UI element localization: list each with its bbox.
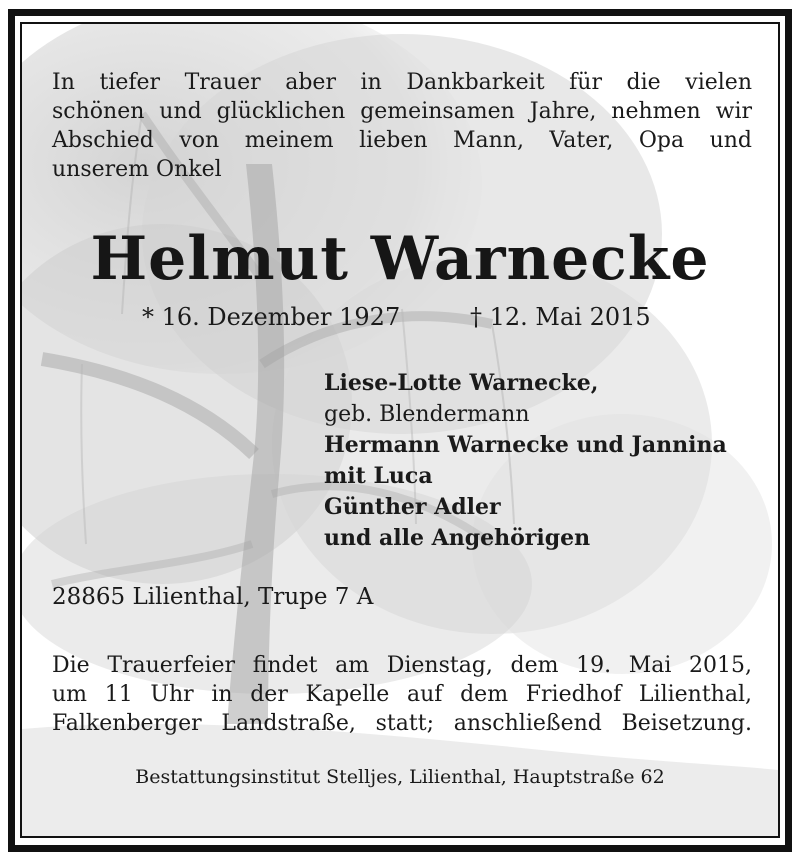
family-line: Liese-Lotte Warnecke, — [324, 370, 599, 396]
notice-content — [22, 24, 778, 836]
family-line: Günther Adler — [324, 494, 501, 520]
intro-paragraph — [52, 68, 752, 184]
death-date: † 12. Mai 2015 — [470, 303, 651, 331]
family-signatories — [324, 368, 727, 554]
family-address: 28865 Lilienthal, Trupe 7 A — [52, 584, 374, 610]
family-line: geb. Blendermann — [324, 402, 530, 427]
intro-line: Abschied von meinem lieben Mann, Vater, Opa und — [52, 128, 752, 153]
service-line: Falkenberger Landstraße, statt; anschließend Beisetzung. — [52, 711, 752, 736]
service-line: Die Trauerfeier findet am Dienstag, dem 19. Mai 2015, — [52, 653, 752, 678]
family-line: Hermann Warnecke und Jannina — [324, 432, 727, 458]
intro-line: In tiefer Trauer aber in Dankbarkeit für die vielen — [52, 70, 752, 95]
funeral-home: Bestattungsinstitut Stelljes, Lilienthal, Hauptstraße 62 — [135, 766, 665, 788]
service-line: um 11 Uhr in der Kapelle auf dem Friedhof Lilienthal, — [52, 682, 752, 707]
family-line: und alle Angehörigen — [324, 525, 591, 551]
intro-line: unserem Onkel — [52, 157, 222, 182]
intro-line: schönen und glücklichen gemeinsamen Jahre, nehmen wir — [52, 99, 752, 124]
funeral-service-info — [52, 651, 752, 738]
family-line: mit Luca — [324, 463, 433, 489]
deceased-name: Helmut Warnecke — [90, 224, 710, 294]
birth-date: * 16. Dezember 1927 — [142, 303, 401, 331]
obituary-notice — [20, 22, 780, 838]
